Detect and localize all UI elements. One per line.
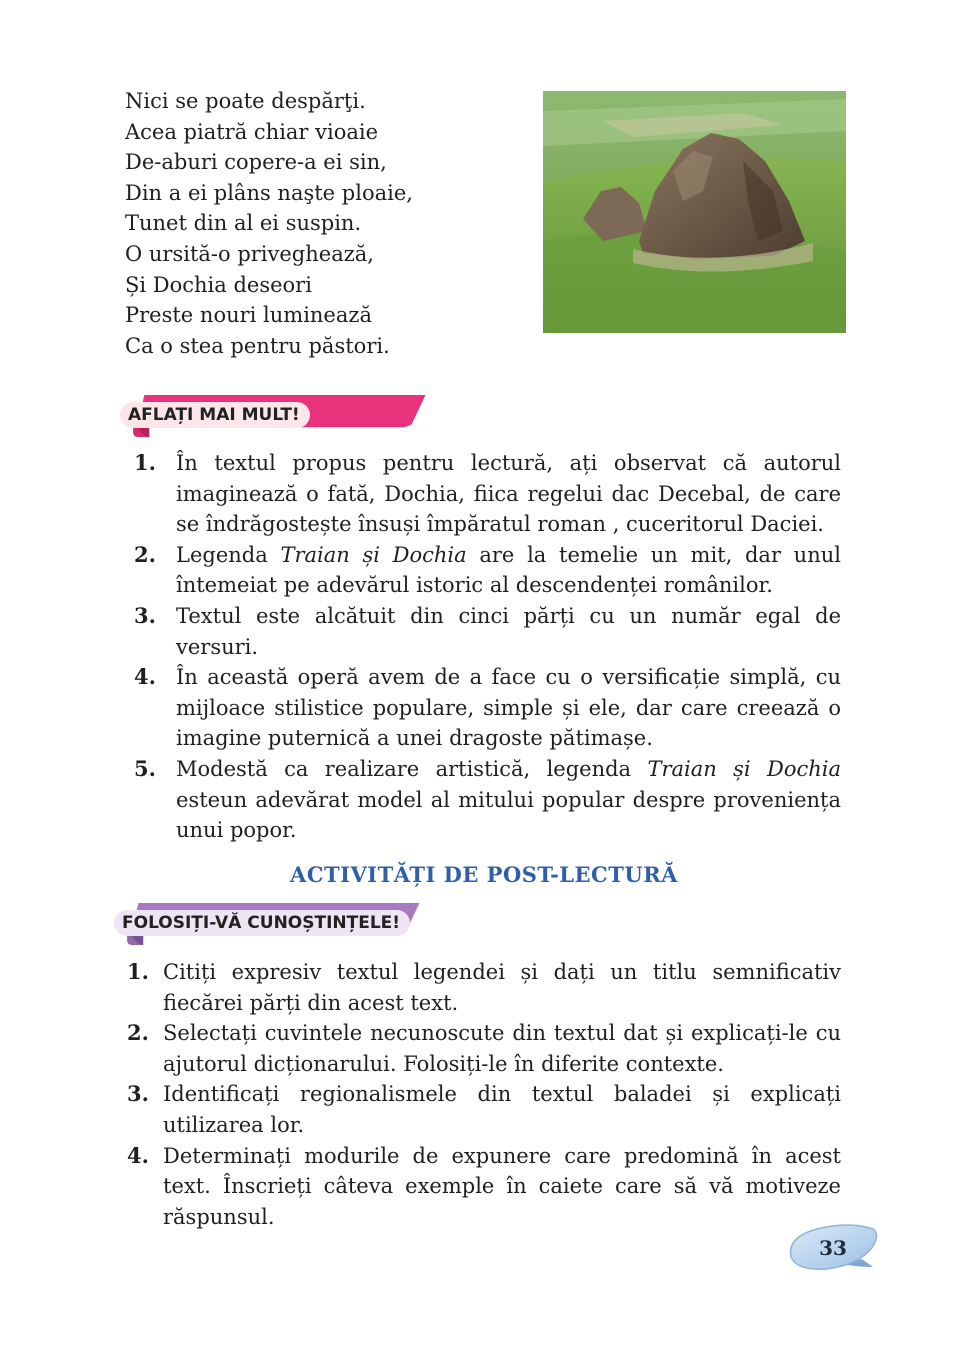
list-item <box>127 1018 841 1079</box>
work-title: Traian și Dochia <box>280 542 467 567</box>
poem-line: O ursită-o priveghează, <box>125 241 374 266</box>
item-text: Determinați modurile de expunere care predomină în acest text. Înscrieți câteva exemple în caiete care să vă motiveze răspunsul. <box>163 1143 841 1229</box>
item-number: 4. <box>127 1142 149 1168</box>
item-text: În această operă avem de a face cu o versificație simplă, cu mijloace stilistice populare, simple și ele, dar care creează o imagine puternică a unei dragoste pătimașe. <box>176 665 841 751</box>
section-title: ACTIVITĂȚI DE POST-LECTURĂ <box>290 862 678 887</box>
poem-line: Acea piatră chiar vioaie <box>125 119 379 144</box>
page-number-label: 33 <box>819 1236 847 1260</box>
poem-line: Și Dochia deseori <box>125 272 312 297</box>
item-text: Textul este alcătuit din cinci părți cu un număr egal de versuri. <box>176 603 841 659</box>
poem-line: Tunet din al ei suspin. <box>125 211 362 236</box>
list-item <box>131 601 841 662</box>
item-number: 2. <box>134 541 156 567</box>
item-number: 1. <box>127 959 149 984</box>
poem-line: De-aburi copere-a ei sin, <box>125 150 387 175</box>
list-item <box>131 540 841 601</box>
poem-line: Preste nouri luminează <box>125 303 372 328</box>
rock-on-grassy-hill-image <box>543 91 846 333</box>
list-item <box>131 754 841 846</box>
section-banner-learn-more <box>98 395 463 437</box>
list-item <box>131 662 841 754</box>
list-item <box>127 1079 841 1140</box>
item-number: 3. <box>134 602 156 628</box>
item-text: Identificați regionalismele din textul baladei și explicați utilizarea lor. <box>163 1082 841 1137</box>
poem-excerpt <box>125 86 525 361</box>
item-text: Citiți expresiv textul legendei și dați un titlu semnificativ fiecărei părți din acest text. <box>163 960 841 1015</box>
section-banner-use-knowledge <box>92 903 457 945</box>
item-number: 3. <box>127 1081 149 1107</box>
list-item <box>131 448 841 540</box>
use-knowledge-list <box>127 957 841 1232</box>
item-text: Selectați cuvintele necunoscute din textul dat și explicați-le cu ajutorul dicționarului. Folosiți-le în diferite contexte. <box>163 1021 841 1076</box>
poem-line: Ca o stea pentru păstori. <box>125 333 390 358</box>
item-number: 4. <box>134 664 156 690</box>
work-title: Traian și Dochia <box>647 756 841 781</box>
item-text: În textul propus pentru lectură, ați observat că autorul imaginează o fată, Dochia, fiica regelui dac Decebal, de care se îndrăgostește însuși împăratul roman , cuceritorul Daciei. <box>176 451 841 537</box>
learn-more-list <box>131 448 841 846</box>
item-text: Legenda Traian și Dochia are la temelie un mit, dar unul întemeiat pe adevărul istoric al descendenței românilor. <box>176 542 841 598</box>
item-number: 2. <box>127 1020 149 1046</box>
list-item <box>127 957 841 1018</box>
banner-label: FOLOSIȚI-VĂ CUNOȘTINȚELE! <box>114 910 410 936</box>
poem-line: Nici se poate despărţi. <box>125 89 366 113</box>
banner-label: AFLAȚI MAI MULT! <box>120 402 310 428</box>
list-item <box>127 1141 841 1233</box>
item-number: 1. <box>134 450 156 475</box>
item-number: 5. <box>134 755 156 781</box>
item-text: Modestă ca realizare artistică, legenda Traian și Dochia esteun adevărat model al mitului popular despre proveniența unui popor. <box>176 756 841 843</box>
page-number <box>787 1223 879 1275</box>
poem-line: Din a ei plâns naşte ploaie, <box>125 180 413 205</box>
